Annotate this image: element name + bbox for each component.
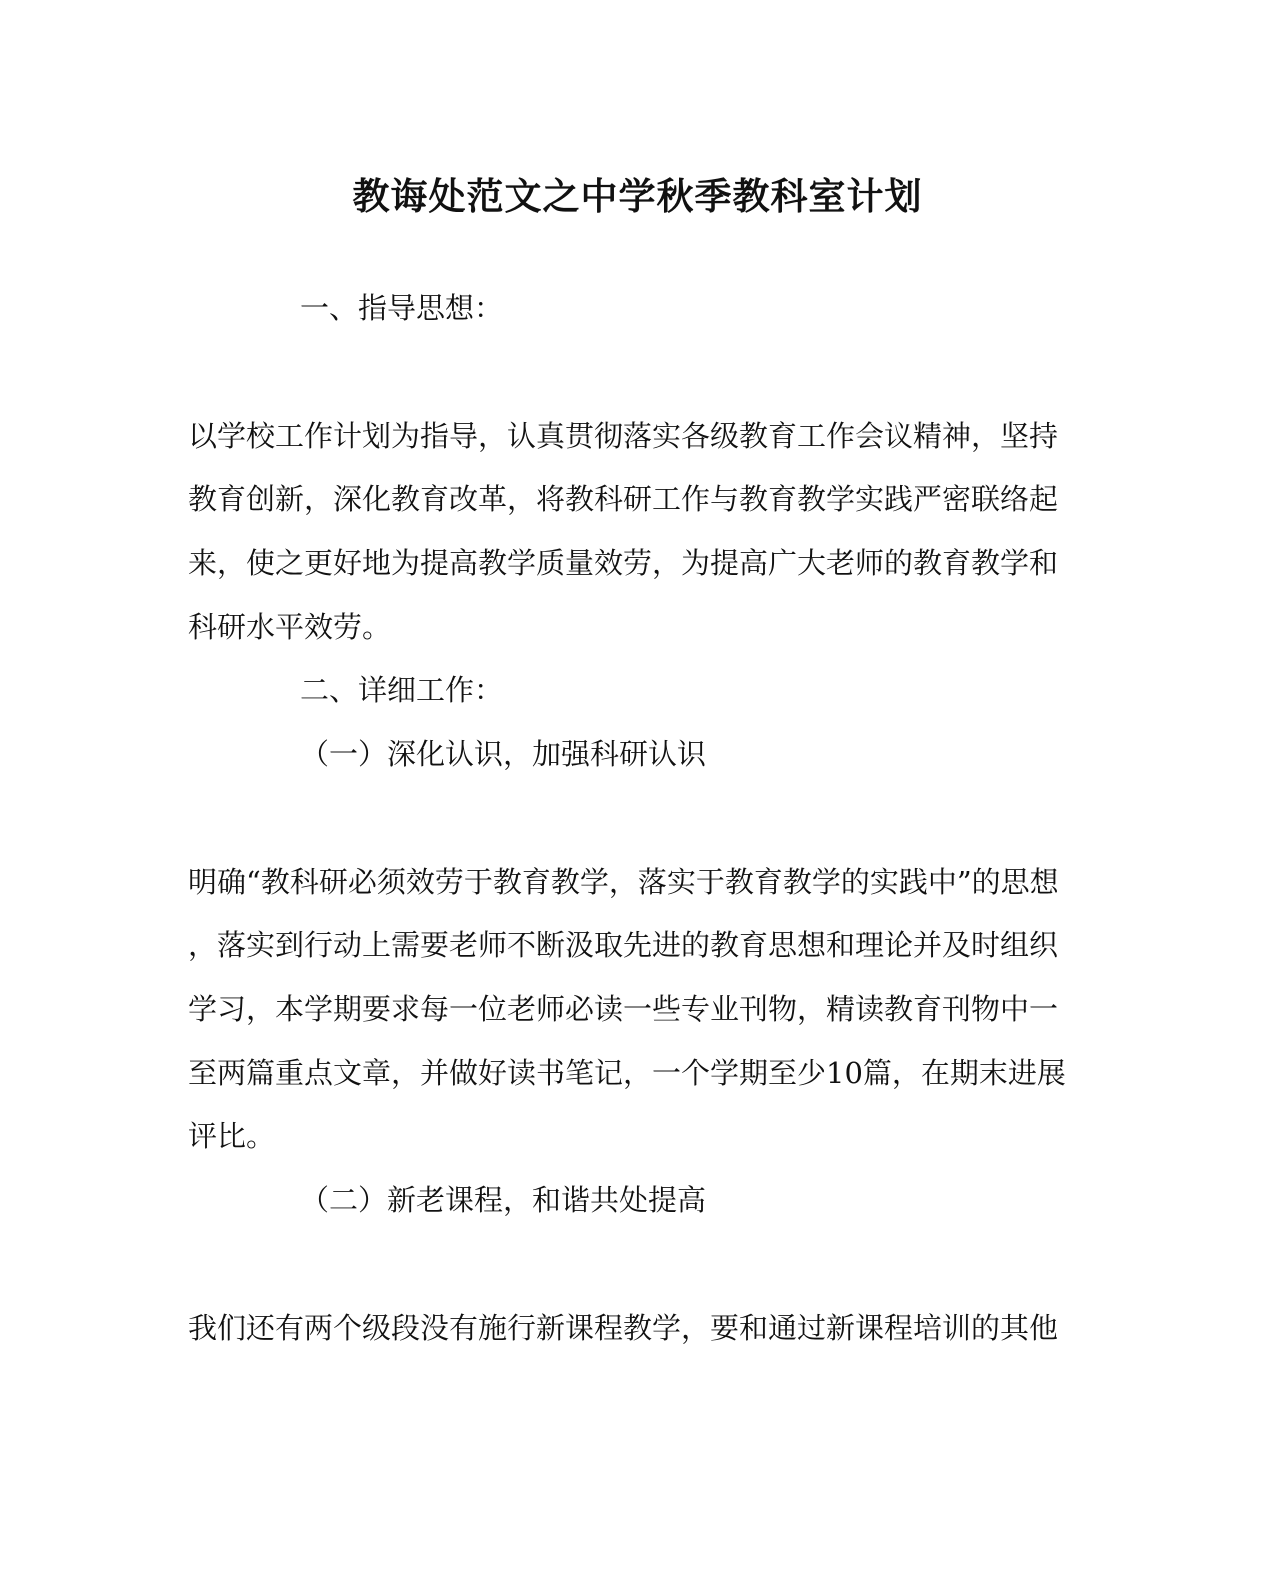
paragraph-line: ，落实到行动上需要老师不断汲取先进的教育思想和理论并及时组织 [188,928,1059,962]
paragraph-line: 我们还有两个级段没有施行新课程教学，要和通过新课程培训的其他 [188,1311,1059,1345]
paragraph-line: 至两篇重点文章，并做好读书笔记，一个学期至少10篇，在期末进展 [188,1056,1066,1090]
subheading-new-old-curriculum: （二）新老课程，和谐共处提高 [300,1183,707,1217]
paragraph-line: 评比。 [188,1119,276,1153]
paragraph-line: 教育创新，深化教育改革，将教科研工作与教育教学实践严密联络起 [188,482,1059,516]
subheading-deepen-understanding: （一）深化认识，加强科研认识 [300,737,707,771]
section-heading-detailed-work: 二、详细工作： [300,673,504,707]
paragraph-line: 明确“教科研必须效劳于教育教学，落实于教育教学的实践中”的思想 [188,865,1059,899]
paragraph-line: 以学校工作计划为指导，认真贯彻落实各级教育工作会议精神，坚持 [188,419,1059,453]
paragraph-line: 来，使之更好地为提高教学质量效劳，为提高广大老师的教育教学和 [188,546,1059,580]
paragraph-line: 学习，本学期要求每一位老师必读一些专业刊物，精读教育刊物中一 [188,992,1059,1026]
paragraph-line: 科研水平效劳。 [188,610,392,644]
section-heading-guiding-thought: 一、指导思想： [300,291,504,325]
document-title: 教诲处范文之中学秋季教科室计划 [352,175,923,218]
